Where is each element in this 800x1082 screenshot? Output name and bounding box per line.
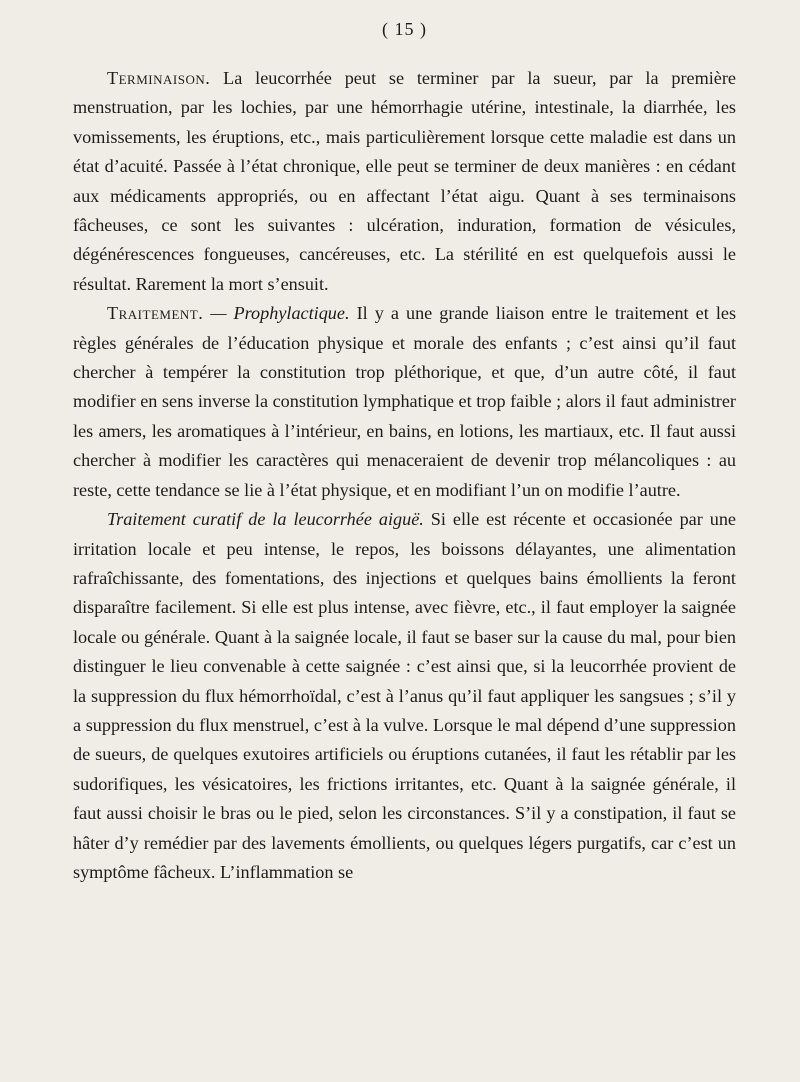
paragraph-text: Si elle est récente et occasionée par une irritation locale et peu intense, le repos, les boissons délayantes, une alimentation rafraîchissante, des fomentations, des injections et quelques bains émollients la feront disparaître facilement. Si elle est plus intense, avec fièvre, etc., il faut employer la saignée locale ou générale. Quant à la saignée locale, il faut se baser sur la cause du mal, pour bien distinguer le lieu convenable à cette saignée : c’est ainsi que, si la leucorrhée provient de la suppression du flux hémorrhoïdal, c’est à l’anus qu’il faut appliquer les sangsues ; s’il y a suppression du flux menstruel, c’est à la vulve. Lorsque le mal dépend d’une suppression de sueurs, de quelques exutoires artificiels ou éruptions cutanées, il faut les rétablir par les sudorifiques, les vésicatoires, les frictions irritantes, etc. Quant à la saignée générale, il faut aussi choisir le bras ou le pied, selon les circonstances. S’il y a constipation, il faut se hâter d’y remédier par des lavements émollients, ou quelques légers purgatifs, car c’est un symptôme fâcheux. L’inflammation se bbox=[73, 509, 737, 882]
paragraph-traitement bbox=[73, 299, 736, 505]
section-heading: Traitement. bbox=[107, 303, 204, 324]
page-body bbox=[73, 64, 736, 887]
paragraph-traitement-curatif bbox=[73, 505, 736, 887]
page-number: ( 15 ) bbox=[382, 19, 427, 39]
paragraph-text: La leucorrhée peut se terminer par la sueur, par la première menstruation, par les lochies, par une hémorrhagie utérine, intestinale, la diarrhée, les vomissements, les éruptions, etc., mais particulièrement lorsque cette maladie est dans un état d’acuité. Passée à l’état chronique, elle peut se terminer de deux manières : en cédant aux médicaments appropriés, ou en affectant l’état aigu. Quant à ses terminaisons fâcheuses, ce sont les suivantes : ulcération, induration, formation de vésicules, dégénérescences fongueuses, cancéreuses, etc. La stérilité en est quelquefois aussi le résultat. Rarement la mort s’ensuit. bbox=[73, 68, 736, 294]
paragraph-terminaison bbox=[73, 64, 736, 299]
section-subheading: Traitement curatif de la leucorrhée aiguë. bbox=[107, 509, 424, 530]
paragraph-text: Il y a une grande liaison entre le traitement et les règles générales de l’éducation physique et morale des enfants ; c’est ainsi qu’il faut chercher à tempérer la constitution trop pléthorique, et que, d’un autre côté, il faut modifier en sens inverse la constitution lymphatique et trop faible ; alors il faut administrer les amers, les aromatiques à l’intérieur, en bains, en lotions, les martiaux, etc. Il faut aussi chercher à modifier les caractères qui menaceraient de devenir trop mélancoliques : au reste, cette tendance se lie à l’état physique, et en modifiant l’un on modifie l’autre. bbox=[73, 303, 737, 500]
section-heading: Terminaison. bbox=[107, 68, 211, 88]
section-subheading: — Prophylactique. bbox=[210, 303, 350, 324]
